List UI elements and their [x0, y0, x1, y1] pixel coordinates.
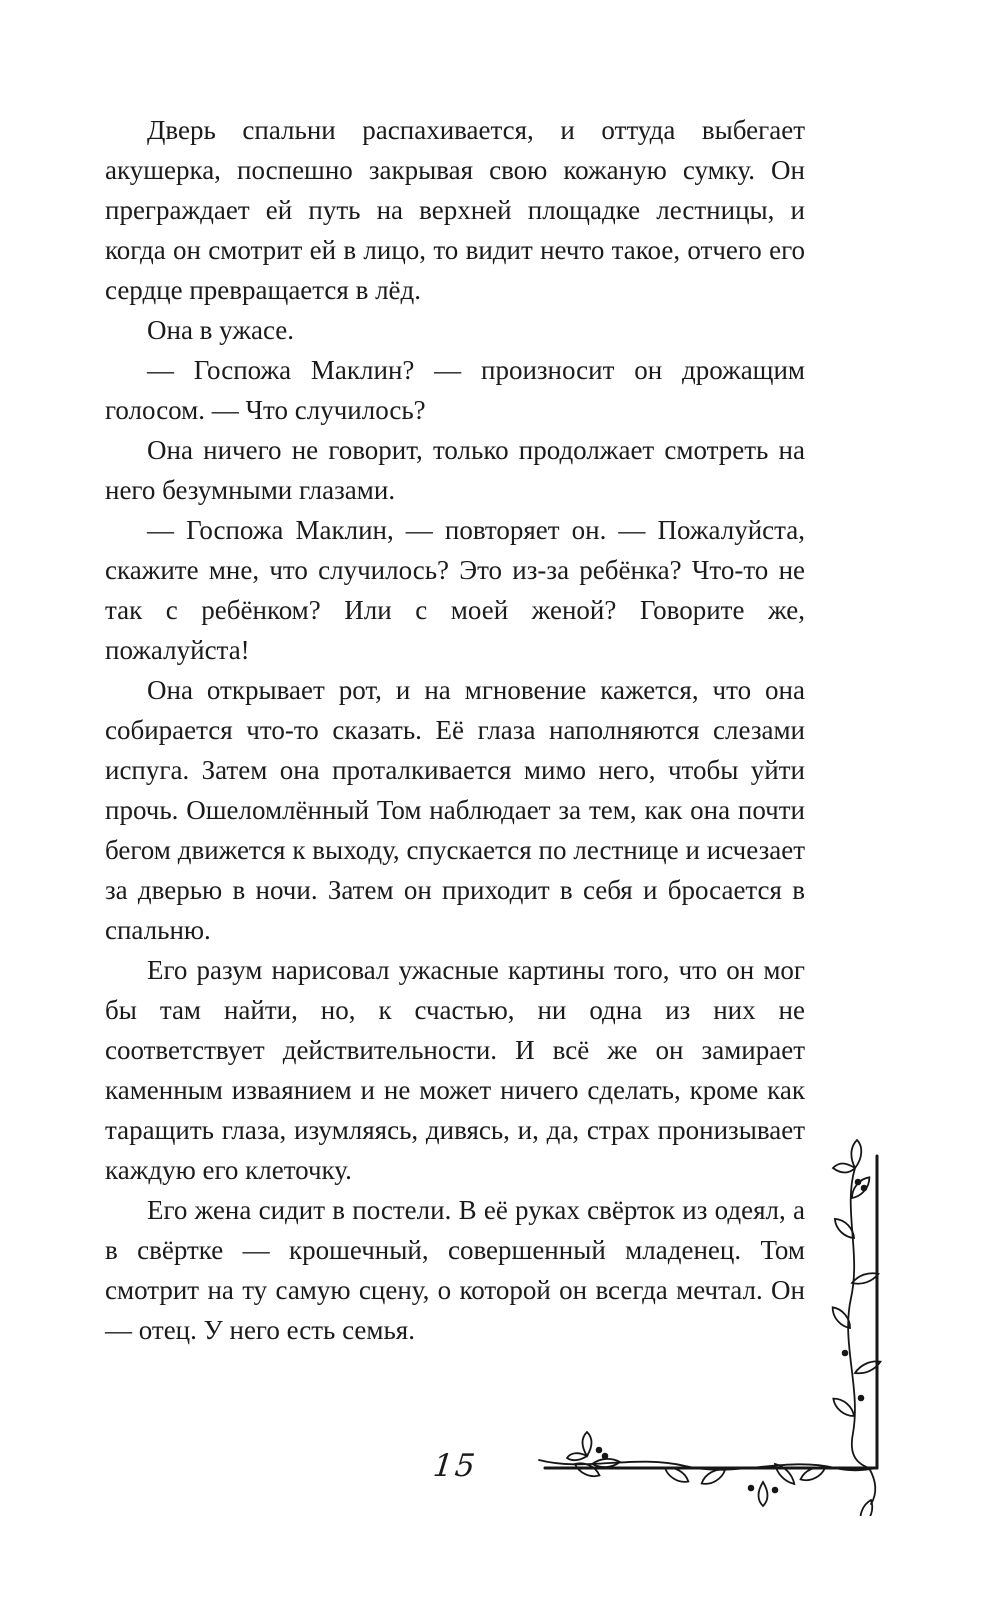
paragraph-dialogue: — Госпожа Маклин, — повторяет он. — Пожалуйста, скажите мне, что случилось? Это из-за ребёнка? Что-то не так с ребёнком? Или с моей женой? Говорите же, пожалуйста! [105, 515, 805, 665]
paragraph: Она в ужасе. [147, 315, 295, 345]
paragraph-dialogue: — Госпожа Маклин? — произносит он дрожащим голосом. — Что случилось? [105, 355, 805, 425]
paragraph: Его разум нарисовал ужасные картины того, что он мог бы там найти, но, к счастью, ни одна из них не соответствует действительности. И всё же он замирает каменным изваянием и не может ничего сделать, кроме как таращить глаза, изумляясь, дивясь, и, да, страх пронизывает каждую его клеточку. [105, 955, 805, 1185]
paragraph: Она ничего не говорит, только продолжает смотреть на него безумными глазами. [105, 435, 805, 505]
paragraph: Она открывает рот, и на мгновение кажется, что она собирается что-то сказать. Её глаза наполняются слезами испуга. Затем она проталкивается мимо него, чтобы уйти прочь. Ошеломлённый Том наблюдает за тем, как она почти бегом движется к выходу, спускается по лестнице и исчезает за дверью в ночи. Затем он приходит в себя и бросается в спальню. [105, 675, 805, 945]
paragraph: Его жена сидит в постели. В её руках свёрток из одеял, а в свёртке — крошечный, совершенный младенец. Том смотрит на ту самую сцену, о которой он всегда мечтал. Он — отец. У него есть семья. [105, 1195, 805, 1345]
paragraph: Дверь спальни распахивается, и оттуда выбегает акушерка, поспешно закрывая свою кожаную сумку. Он преграждает ей путь на верхней площадке лестницы, и когда он смотрит ей в лицо, то видит нечто такое, отчего его сердце превращается в лёд. [105, 115, 805, 305]
page-number: 15 [431, 1448, 479, 1484]
